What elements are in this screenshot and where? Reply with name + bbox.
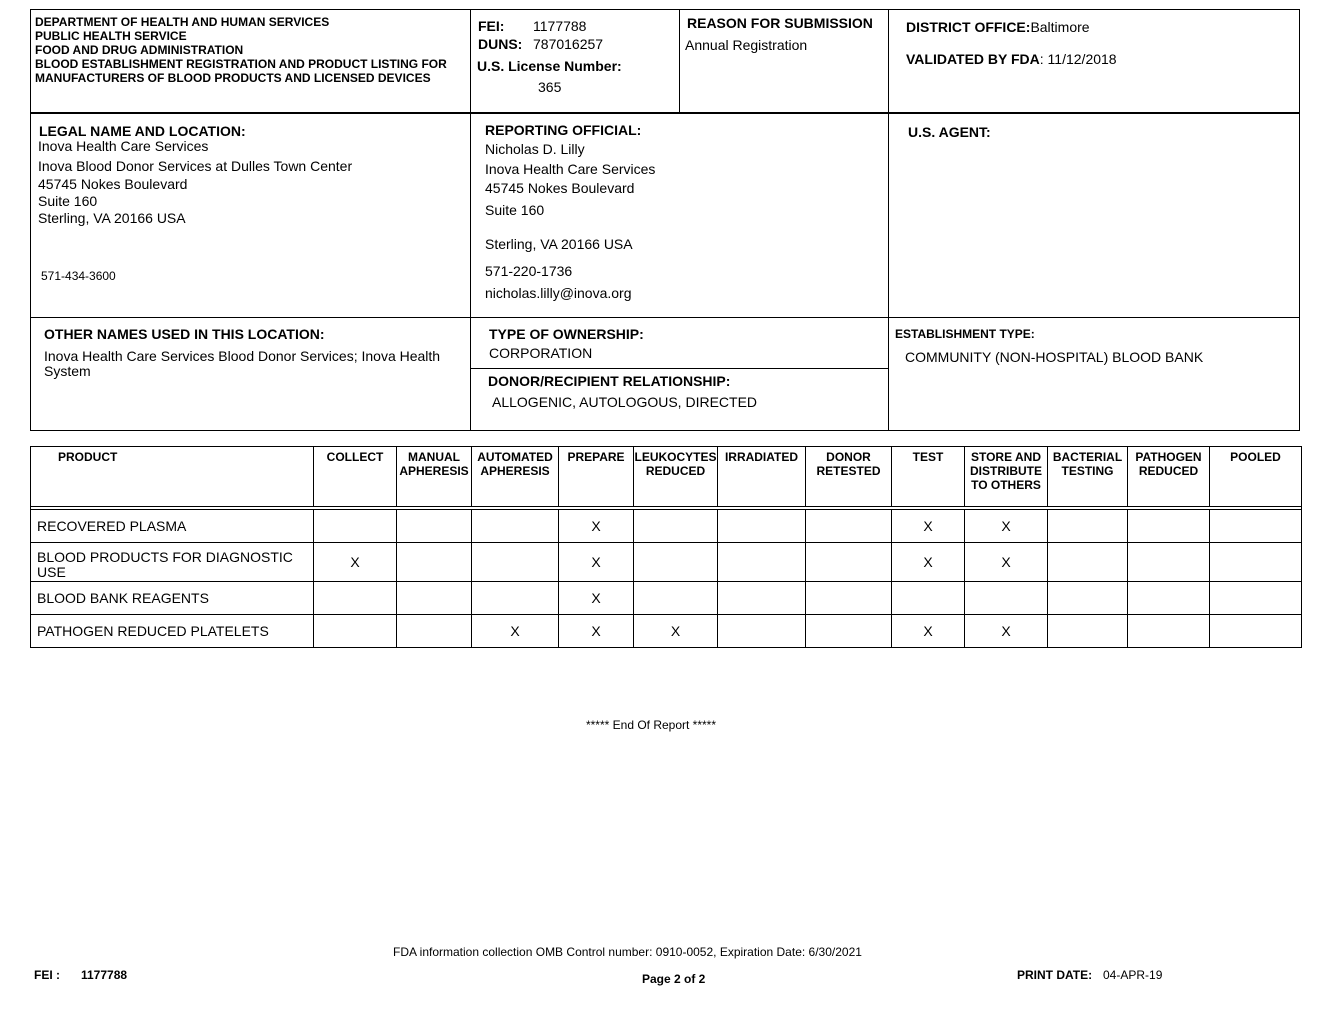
- col-header-text: REDUCED: [1138, 464, 1199, 478]
- table-cell: [1128, 543, 1210, 582]
- col-header-text: DONOR: [826, 450, 871, 464]
- product-table: [30, 446, 1302, 648]
- table-cell: X: [559, 615, 634, 648]
- table-cell: [718, 582, 806, 615]
- table-cell: [634, 582, 718, 615]
- legal-line: Suite 160: [38, 193, 98, 209]
- section-divider: [30, 317, 1300, 318]
- table-row: [31, 615, 1302, 648]
- col-header-text: PATHOGEN: [1135, 450, 1202, 464]
- legal-label: LEGAL NAME AND LOCATION:: [39, 123, 246, 139]
- table-row: [31, 543, 1302, 582]
- print-date-value: 04-APR-19: [1103, 968, 1163, 982]
- table-cell: [1210, 582, 1302, 615]
- table-cell: [718, 543, 806, 582]
- col-header-text: TEST: [912, 450, 944, 464]
- license-value: 365: [538, 79, 562, 95]
- table-cell: [718, 510, 806, 543]
- us-agent-label: U.S. AGENT:: [908, 124, 991, 140]
- col-divider-2: [679, 9, 680, 113]
- col-header-store-distribute: [965, 447, 1048, 507]
- validated-by-fda: [906, 51, 1117, 68]
- table-cell: [1048, 582, 1128, 615]
- table-cell: X: [892, 543, 965, 582]
- footer-fei-value: 1177788: [81, 968, 128, 982]
- establishment-value: COMMUNITY (NON-HOSPITAL) BLOOD BANK: [905, 349, 1204, 365]
- table-cell: [314, 510, 397, 543]
- agency-line: DEPARTMENT OF HEALTH AND HUMAN SERVICES: [35, 15, 330, 29]
- district-label: DISTRICT OFFICE:: [906, 19, 1031, 35]
- product-name-text: BLOOD BANK REAGENTS: [37, 589, 209, 606]
- col-header-pooled: [1210, 447, 1302, 507]
- legal-address: [38, 138, 352, 227]
- agency-line: BLOOD ESTABLISHMENT REGISTRATION AND PRODUCT LISTING FOR: [35, 57, 447, 71]
- table-cell: [1210, 615, 1302, 648]
- col-header-text: PREPARE: [567, 450, 625, 464]
- col-header-text: COLLECT: [326, 450, 384, 464]
- ownership-divider: [470, 368, 888, 369]
- table-cell: [634, 510, 718, 543]
- other-names-line-1: Inova Health Care Services Blood Donor Services; Inova Health: [44, 348, 441, 364]
- col-header-text: RETESTED: [816, 464, 881, 478]
- fei-label: FEI:: [478, 18, 505, 34]
- product-table-header: [31, 447, 1302, 507]
- table-cell: [806, 543, 892, 582]
- product-name: [31, 615, 314, 648]
- col-divider-3: [888, 9, 889, 431]
- donor-value: ALLOGENIC, AUTOLOGOUS, DIRECTED: [492, 394, 758, 410]
- col-header-text: STORE AND: [970, 450, 1041, 464]
- product-name: [31, 543, 314, 582]
- table-cell: [314, 582, 397, 615]
- ownership-value: CORPORATION: [489, 345, 593, 361]
- table-cell: X: [559, 582, 634, 615]
- col-header-text: IRRADIATED: [724, 450, 799, 464]
- col-header-irradiated: [718, 447, 806, 507]
- table-cell: [806, 582, 892, 615]
- agency-line: MANUFACTURERS OF BLOOD PRODUCTS AND LICENSED DEVICES: [35, 71, 431, 85]
- table-cell: [397, 510, 472, 543]
- col-header-donor-retested: [806, 447, 892, 507]
- donor-label: DONOR/RECIPIENT RELATIONSHIP:: [488, 373, 731, 389]
- col-header-text: DISTRIBUTE: [970, 464, 1042, 478]
- product-name: [31, 582, 314, 615]
- table-cell: [1210, 543, 1302, 582]
- reporting-street: 45745 Nokes Boulevard: [485, 180, 635, 196]
- col-header-text: LEUKOCYTES: [634, 450, 717, 464]
- table-cell: X: [472, 615, 559, 648]
- fei-value: 1177788: [533, 18, 587, 34]
- legal-phone: 571-434-3600: [41, 269, 116, 283]
- other-names-label: OTHER NAMES USED IN THIS LOCATION:: [44, 326, 325, 342]
- table-cell: [718, 615, 806, 648]
- table-row: [31, 510, 1302, 543]
- other-names-line-2: System: [44, 363, 91, 379]
- col-header-automated-apheresis: [472, 447, 559, 507]
- table-cell: [1048, 510, 1128, 543]
- product-name-text: BLOOD PRODUCTS FOR DIAGNOSTIC: [37, 549, 293, 565]
- col-header-text: APHERESIS: [480, 464, 550, 478]
- table-cell: [965, 582, 1048, 615]
- omb-notice: FDA information collection OMB Control number: 0910-0052, Expiration Date: 6/30/2021: [393, 945, 862, 959]
- print-date-label: PRINT DATE:: [1017, 968, 1093, 982]
- table-cell: [806, 615, 892, 648]
- col-header-collect: [314, 447, 397, 507]
- col-header-text: PRODUCT: [58, 450, 118, 464]
- table-cell: X: [965, 615, 1048, 648]
- col-header-product: [31, 447, 314, 507]
- table-cell: X: [559, 510, 634, 543]
- table-cell: [397, 582, 472, 615]
- col-header-text: POOLED: [1230, 450, 1281, 464]
- legal-line: Inova Health Care Services: [38, 138, 209, 154]
- table-cell: [314, 615, 397, 648]
- col-header-text: AUTOMATED: [477, 450, 553, 464]
- table-cell: [1048, 543, 1128, 582]
- table-cell: X: [559, 543, 634, 582]
- reporting-org: Inova Health Care Services: [485, 161, 656, 177]
- legal-line: 45745 Nokes Boulevard: [38, 176, 188, 192]
- table-cell: [397, 543, 472, 582]
- table-cell: [892, 582, 965, 615]
- license-label: U.S. License Number:: [477, 58, 622, 74]
- ownership-label: TYPE OF OWNERSHIP:: [489, 326, 644, 342]
- col-header-pathogen-reduced: [1128, 447, 1210, 507]
- product-name-text: RECOVERED PLASMA: [37, 517, 187, 534]
- duns-value: 787016257: [533, 36, 604, 52]
- end-of-report: ***** End Of Report *****: [585, 718, 717, 732]
- agency-line: PUBLIC HEALTH SERVICE: [35, 29, 187, 43]
- table-cell: [1210, 510, 1302, 543]
- col-header-text: APHERESIS: [399, 464, 469, 478]
- page-number: Page 2 of 2: [642, 972, 706, 986]
- legal-line: Inova Blood Donor Services at Dulles Town Center: [38, 158, 353, 174]
- col-header-test: [892, 447, 965, 507]
- table-cell: X: [634, 615, 718, 648]
- table-cell: [1128, 582, 1210, 615]
- table-cell: X: [965, 543, 1048, 582]
- establishment-label: ESTABLISHMENT TYPE:: [895, 327, 1035, 341]
- reporting-suite: Suite 160: [485, 202, 545, 218]
- reporting-city: Sterling, VA 20166 USA: [485, 236, 633, 252]
- reporting-phone: 571-220-1736: [485, 263, 573, 279]
- col-header-text: MANUAL: [408, 450, 460, 464]
- validated-value: : 11/12/2018: [1039, 51, 1117, 67]
- product-name-text: PATHOGEN REDUCED PLATELETS: [37, 622, 269, 639]
- agency-header: [35, 15, 447, 85]
- col-header-text: REDUCED: [645, 464, 706, 478]
- legal-line: Sterling, VA 20166 USA: [38, 210, 186, 226]
- reason-label: REASON FOR SUBMISSION: [687, 15, 873, 31]
- table-cell: [1048, 615, 1128, 648]
- product-name-text: USE: [37, 564, 66, 580]
- header-divider: [30, 112, 1300, 114]
- table-cell: [472, 510, 559, 543]
- table-cell: [472, 543, 559, 582]
- col-header-leukocytes-reduced: [634, 447, 718, 507]
- col-header-text: TO OTHERS: [971, 478, 1041, 492]
- table-cell: [397, 615, 472, 648]
- col-header-prepare: [559, 447, 634, 507]
- table-cell: X: [965, 510, 1048, 543]
- reporting-label: REPORTING OFFICIAL:: [485, 122, 642, 138]
- product-name: [31, 510, 314, 543]
- table-cell: X: [892, 615, 965, 648]
- table-row: [31, 582, 1302, 615]
- table-cell: [472, 582, 559, 615]
- validated-label: VALIDATED BY FDA: [906, 51, 1040, 67]
- district-value: Baltimore: [1030, 19, 1090, 35]
- table-cell: [1128, 615, 1210, 648]
- col-header-bacterial-testing: [1048, 447, 1128, 507]
- table-cell: [634, 543, 718, 582]
- footer-fei-label: FEI :: [34, 968, 60, 982]
- district-office: [906, 19, 1090, 36]
- table-cell: X: [892, 510, 965, 543]
- table-cell: X: [314, 543, 397, 582]
- table-cell: [1128, 510, 1210, 543]
- col-header-text: BACTERIAL: [1052, 450, 1123, 464]
- col-header-manual-apheresis: [397, 447, 472, 507]
- agency-line: FOOD AND DRUG ADMINISTRATION: [35, 43, 244, 57]
- col-header-text: TESTING: [1061, 464, 1114, 478]
- table-cell: [806, 510, 892, 543]
- reporting-email: nicholas.lilly@inova.org: [485, 285, 632, 301]
- duns-label: DUNS:: [478, 36, 523, 52]
- reason-value: Annual Registration: [685, 37, 808, 53]
- reporting-name: Nicholas D. Lilly: [485, 141, 585, 157]
